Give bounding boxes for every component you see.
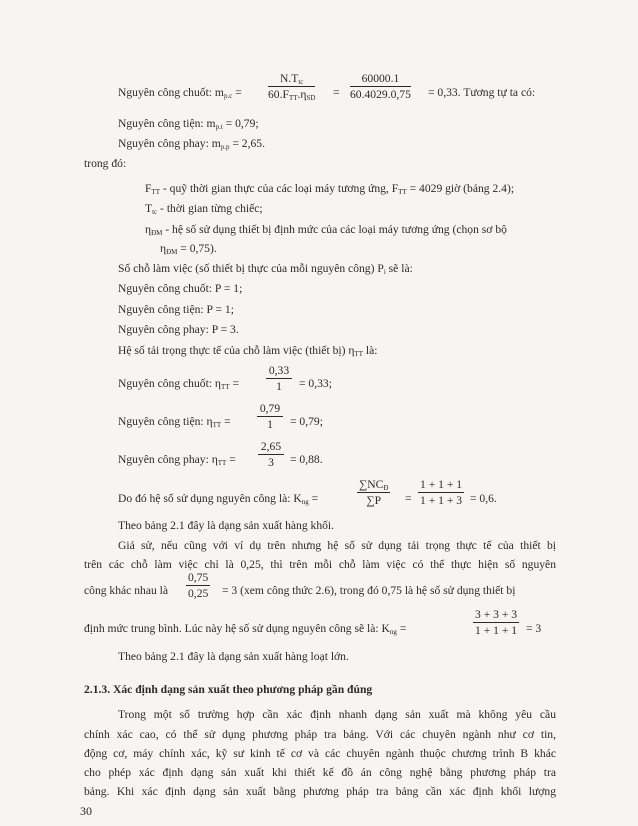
para-hang-khoi: Theo bảng 2.1 đây là dạng sản xuất hàng khối.	[118, 519, 335, 532]
formula-chuot-fraction-1: $N.T_{tc}$ $60.F_{TT}.\eta_{SD}$	[268, 72, 316, 102]
eta-tien-result: = 0,79;	[290, 415, 323, 428]
final-line-5: bảng. Khi xác định dạng sản xuất bằng phương pháp tra bảng cần xác định khối lượng	[84, 785, 556, 798]
formula-chuot-label: Nguyên công chuốt: $m_{p.c}$ =	[118, 86, 242, 100]
p-chuot: Nguyên công chuốt: P = 1;	[118, 282, 243, 295]
final-line-3: động cơ, máy chính xác, kỹ sư kinh tế cơ và các chuyên ngành thuộc chương trình B khác	[84, 747, 556, 760]
formula-chuot-result: = 0,33. Tương tự ta có:	[428, 86, 536, 99]
para-gia-su-fraction-2: $\frac{3 + 3 + 3}{1 + 1 + 1}$	[475, 608, 518, 637]
kng-result: = 0,6.	[470, 492, 497, 505]
trong-do-label: trong đó:	[84, 157, 127, 170]
final-line-2: chính xác cao, có thể sử dụng phương pháp tra bảng. Với các chuyên ngành như cơ tin,	[84, 728, 556, 741]
final-line-1: Trong một số trường hợp cần xác định nhanh dạng sản xuất mà không yêu cầu	[118, 708, 556, 721]
formula-tien: Nguyên công tiện: $m_{p.t} = 0,79$;	[118, 117, 259, 131]
p-tien: Nguyên công tiện: P = 1;	[118, 303, 234, 316]
para-gia-su-line-3b: = 3 (xem công thức 2.6), trong đó 0,75 là hệ số sử dụng thiết bị	[222, 584, 516, 597]
eta-phay-result: = 0,88.	[290, 453, 323, 466]
p-phay: Nguyên công phay: P = 3.	[118, 323, 239, 336]
kng-label: Do đó hệ số sử dụng nguyên công là: $K_{ng}$ =	[118, 492, 319, 506]
def-eta: $\eta_{ĐM}$ - hệ số sử dụng thiết bị định mức của các loại máy tương ứng (chọn sơ bộ	[145, 223, 507, 237]
eta-phay-label: Nguyên công phay: $\eta_{TT}$ =	[118, 453, 236, 467]
eta-phay-fraction: $\frac{2,65}{3}$	[258, 440, 284, 469]
def-ftt: $F_{TT}$ - quỹ thời gian thực của các loại máy tương ứng, $F_{TT} = 4029$ giờ (bảng 2.4);	[145, 182, 515, 196]
def-ttc: $T_{tc}$ - thời gian từng chiếc;	[145, 202, 263, 216]
eta-chuot-fraction: $\frac{0,33}{1}$	[266, 364, 292, 393]
eta-tien-fraction: $\frac{0,79}{1}$	[257, 402, 283, 431]
eta-tien-label: Nguyên công tiện: $\eta_{TT}$ =	[118, 415, 231, 429]
formula-chuot-eq2: =	[333, 86, 340, 99]
page-number: 30	[80, 804, 92, 818]
para-hang-loat: Theo bảng 2.1 đây là dạng sản xuất hàng loạt lớn.	[118, 650, 349, 663]
he-so-tai-trong: Hệ số tải trọng thực tế của chỗ làm việc (thiết bị) $\eta_{TT}$ là:	[118, 344, 378, 358]
kng-fraction-1: $\sum NC_Đ$ ∑P	[359, 478, 389, 507]
final-line-4: cho phép xác định dạng sản xuất khi thiết kế đồ án công nghệ bằng phương pháp tra	[84, 766, 556, 779]
para-gia-su-fraction: $\frac{0,75}{0,25}$	[188, 571, 209, 600]
eta-chuot-result: = 0,33;	[299, 377, 332, 390]
eta-chuot-label: Nguyên công chuốt: $\eta_{TT}$ =	[118, 377, 239, 391]
so-cho-lam-viec: Số chỗ làm việc (số thiết bị thực của mỗi nguyên công) $P_i$ sẽ là:	[118, 262, 413, 276]
para-gia-su-line-1: Giả sử, nếu cũng với ví dụ trên nhưng hệ số sử dụng tải trọng thực tế của thiết bị	[118, 539, 556, 552]
formula-chuot-fraction-2: $\frac{60000.1}{60.4029.0,75}$	[350, 72, 411, 101]
kng-fraction-2: $\frac{1 + 1 + 1}{1 + 1 + 3}$	[420, 478, 463, 507]
para-gia-su-line-4: định mức trung bình. Lúc này hệ số sử dụng nguyên công sẽ là: $K_{ng}$ =	[84, 622, 407, 636]
formula-phay: Nguyên công phay: $m_{p.p} = 2,65$.	[118, 137, 265, 151]
para-gia-su-line-2: trên các chỗ làm việc chỉ là 0,25, thì trên mỗi chỗ làm việc có thể thực hiện số nguyên	[84, 558, 556, 571]
para-gia-su-line-3a: công khác nhau là	[84, 584, 169, 597]
kng-eq: =	[405, 492, 412, 505]
def-eta-cont: $\eta_{ĐM} = 0,75$).	[160, 242, 217, 256]
para-gia-su-result: = 3	[526, 622, 542, 635]
section-heading: 2.1.3. Xác định dạng sản xuất theo phương pháp gần đúng	[84, 683, 373, 696]
